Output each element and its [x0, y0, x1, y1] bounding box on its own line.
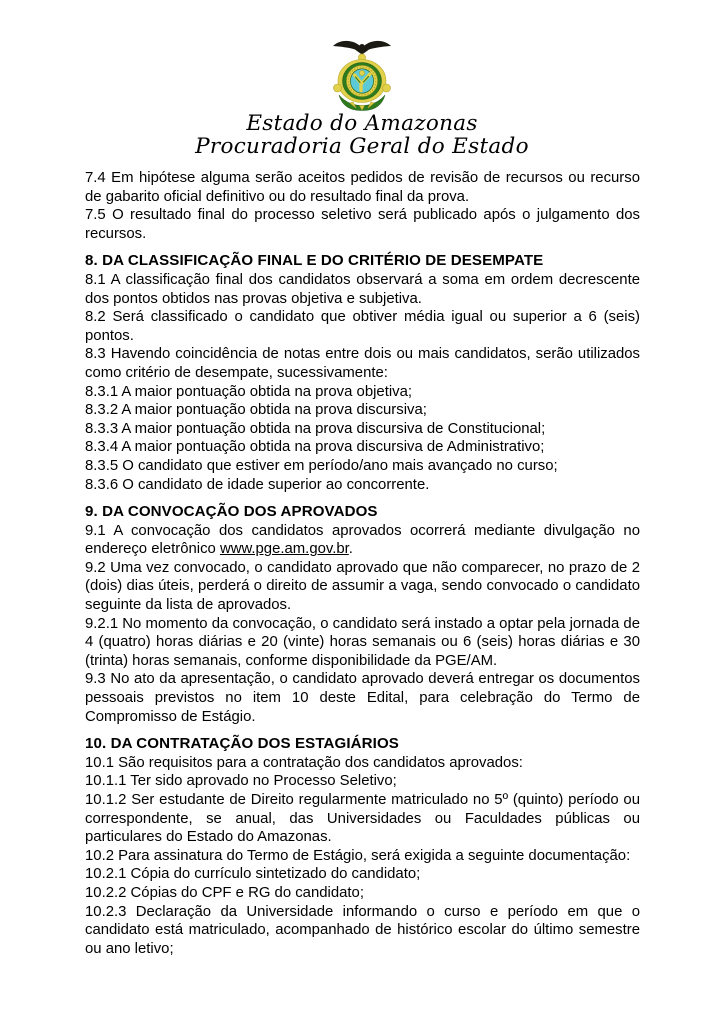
- letterhead: [0, 0, 724, 158]
- pge-website-link[interactable]: www.pge.am.gov.br: [219, 541, 349, 558]
- org-name-department: Procuradoria Geral do Estado: [195, 134, 529, 159]
- clause-10-2-2: 10.2.2 Cópias do CPF e RG do candidato;: [85, 884, 364, 901]
- clause-9-2-1: 9.2.1 No momento da convocação, o candidato será instado a optar pela jornada de 4 (quatro) horas diárias e 20 (vinte) horas semanais ou 6 (seis) horas diárias e 30 (trinta) horas semanais, conforme disponibilidade da PGE/AM.: [85, 615, 640, 669]
- clause-9-2: 9.2 Uma vez convocado, o candidato aprovado que não comparecer, no prazo de 2 (dois) dias úteis, perderá o direito de assumir a vaga, sendo convocado o candidato seguinte da lista de aprovados.: [85, 559, 640, 614]
- clause-9-3: 9.3 No ato da apresentação, o candidato aprovado deverá entregar os documentos pessoais previstos no item 10 deste Edital, para celebração do Termo de Compromisso de Estágio.: [85, 671, 640, 725]
- document-body: [85, 169, 640, 958]
- clause-7-5: 7.5 O resultado final do processo seletivo será publicado após o julgamento dos recursos.: [85, 207, 640, 242]
- clause-9-1-text: 9.1 A convocação dos candidatos aprovados ocorrerá mediante divulgação no endereço eletrônico: [85, 522, 640, 558]
- clause-8-3: 8.3 Havendo coincidência de notas entre dois ou mais candidatos, serão utilizados como critério de desempate, sucessivamente:: [85, 346, 640, 381]
- clause-8-3-2: 8.3.2 A maior pontuação obtida na prova discursiva;: [85, 402, 427, 419]
- clause-8-3-4: 8.3.4 A maior pontuação obtida na prova discursiva de Administrativo;: [85, 439, 545, 456]
- shield-field: [350, 69, 373, 93]
- org-name-state: Estado do Amazonas: [246, 111, 478, 136]
- clause-8-3-3: 8.3.3 A maior pontuação obtida na prova discursiva de Constitucional;: [85, 420, 546, 437]
- clause-8-3-1: 8.3.1 A maior pontuação obtida na prova objetiva;: [85, 383, 412, 400]
- clause-8-2: 8.2 Será classificado o candidato que obtiver média igual ou superior a 6 (seis) pontos.: [85, 309, 640, 344]
- section-9-heading: 9. DA CONVOCAÇÃO DOS APROVADOS: [85, 503, 378, 521]
- clause-10-2: 10.2 Para assinatura do Termo de Estágio, será exigida a seguinte documentação:: [85, 847, 631, 864]
- section-8-heading: 8. DA CLASSIFICAÇÃO FINAL E DO CRITÉRIO DE DESEMPATE: [85, 252, 544, 270]
- clause-8-3-6: 8.3.6 O candidato de idade superior ao concorrente.: [85, 476, 430, 493]
- clause-10-2-3: 10.2.3 Declaração da Universidade informando o curso e período em que o candidato está matriculado, acompanhado de histórico escolar do último semestre ou ano letivo;: [85, 903, 640, 957]
- clause-10-1-2: 10.1.2 Ser estudante de Direito regularmente matriculado no 5º (quinto) período ou correspondente, se anual, das Universidades ou Faculdades públicas ou particulares do Estado do Amazonas.: [85, 792, 640, 846]
- clause-10-1-1: 10.1.1 Ter sido aprovado no Processo Seletivo;: [85, 773, 397, 790]
- clause-8-1: 8.1 A classificação final dos candidatos observará a soma em ordem decrescente dos pontos obtidos nas provas objetiva e subjetiva.: [85, 271, 640, 307]
- clause-7-4: 7.4 Em hipótese alguma serão aceitos pedidos de revisão de recursos ou recurso de gabarito oficial definitivo ou do resultado final da prova.: [85, 170, 640, 205]
- amazonas-coat-of-arms-icon: [328, 37, 396, 111]
- section-10-heading: 10. DA CONTRATAÇÃO DOS ESTAGIÁRIOS: [85, 735, 399, 753]
- clause-9-1: [85, 522, 640, 559]
- clause-10-2-1: 10.2.1 Cópia do currículo sintetizado do candidato;: [85, 866, 421, 883]
- sun-icon: [359, 70, 364, 75]
- clause-9-1-period: .: [348, 541, 353, 558]
- clause-8-3-5: 8.3.5 O candidato que estiver em período/ano mais avançado no curso;: [85, 457, 558, 474]
- clause-10-1: 10.1 São requisitos para a contratação dos candidatos aprovados:: [85, 754, 523, 771]
